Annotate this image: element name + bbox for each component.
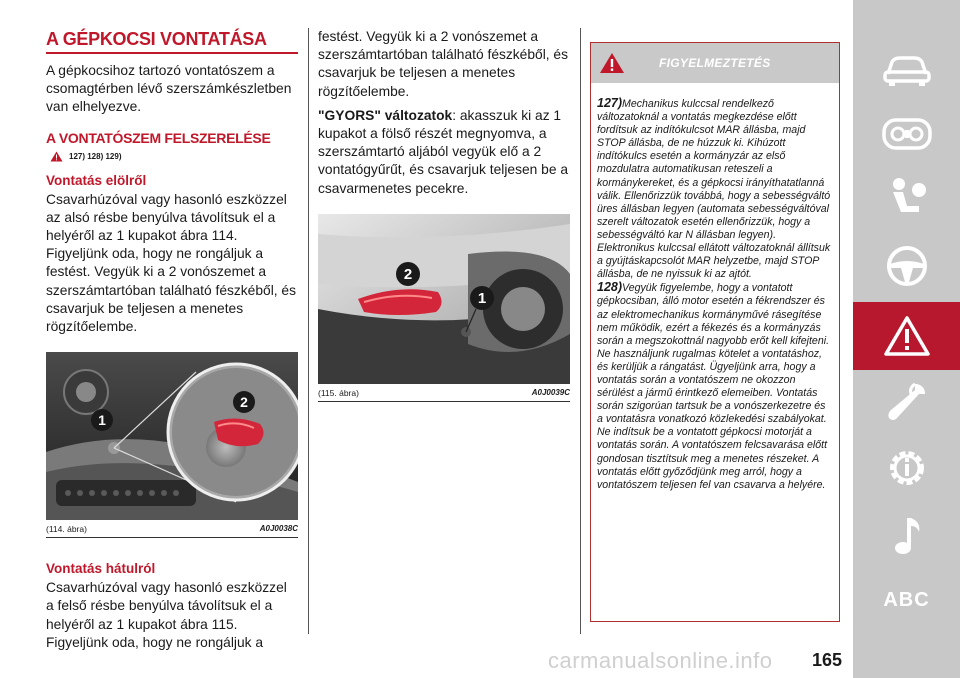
figure-114-caption-row xyxy=(46,520,298,537)
column-left xyxy=(46,28,298,652)
sidebar-item-technical-data[interactable] xyxy=(853,434,960,502)
rear-towing-text-continued: festést. Vegyük ki a 2 vonószemet a szerszámtartóban található fészkéből, és csavarjuk be teljesen a menetes rögzítőelembe. xyxy=(318,29,569,99)
sidebar-item-maintenance[interactable] xyxy=(853,368,960,436)
warning-header xyxy=(591,43,839,83)
rear-bumper-illustration xyxy=(318,214,570,384)
sidebar-index-label: ABC xyxy=(883,588,930,611)
warning-128 xyxy=(597,281,833,492)
wrench-icon xyxy=(885,380,929,424)
figure-114-code: A0J0038C xyxy=(259,524,298,534)
warning-title: FIGYELMEZTETÉS xyxy=(659,56,771,70)
dashboard-icon xyxy=(882,118,932,150)
warning-ref-numbers: 127) 128) 129) xyxy=(69,151,122,161)
front-towing-text: Csavarhúzóval vagy hasonló eszközzel az alsó résbe benyúlva távolítsuk el a helyéről az 1 kupakot ábra 114. Figyeljünk oda, hogy ne rongáljuk a festést. Vegyük ki a 2 vonószemet a szerszámtartóban található fészkéből, és csavarjuk be teljesen a menetes rögzítőelembe. xyxy=(46,191,297,335)
front-towing-heading: Vontatás elölről xyxy=(46,172,147,188)
callout-1: 1 xyxy=(98,412,106,429)
car-icon xyxy=(882,52,932,88)
section-title: A VONTATÓSZEM FELSZERELÉSE xyxy=(46,129,271,146)
warning-127-number: 127) xyxy=(597,96,623,110)
warning-body xyxy=(591,83,839,492)
column-divider-right xyxy=(580,28,581,634)
callout-2: 2 xyxy=(240,394,248,411)
sidebar-item-multimedia[interactable] xyxy=(853,502,960,570)
figure-115-caption-row xyxy=(318,384,570,401)
figure-115-code: A0J0039C xyxy=(531,387,570,397)
warning-icon xyxy=(50,151,63,162)
gyors-paragraph xyxy=(318,107,570,198)
figure-115-image xyxy=(318,214,570,384)
rear-towing-heading: Vontatás hátulról xyxy=(46,561,156,577)
sidebar-item-driving[interactable] xyxy=(853,232,960,300)
figure-114-image xyxy=(46,352,298,520)
warning-triangle-icon xyxy=(599,52,625,74)
sidebar-item-safety[interactable] xyxy=(853,164,960,232)
figure-115 xyxy=(318,214,570,402)
steering-wheel-icon xyxy=(885,244,929,288)
sidebar-item-dashboard[interactable] xyxy=(853,100,960,168)
warning-128-number: 128) xyxy=(597,280,623,295)
gear-info-icon xyxy=(884,445,930,491)
music-note-icon xyxy=(889,514,925,558)
rear-towing-text: Csavarhúzóval vagy hasonló eszközzel a felső résbe benyúlva távolítsuk el a helyéről az 1 kupakot ábra 115. Figyeljünk oda, hogy ne rongáljuk a xyxy=(46,580,287,650)
warning-refs xyxy=(50,151,298,162)
column-divider-left xyxy=(308,28,309,634)
gyors-label: "GYORS" változatok xyxy=(318,107,453,123)
warning-triangle-icon xyxy=(884,316,930,356)
page-title: A GÉPKOCSI VONTATÁSA xyxy=(46,28,298,54)
figure-114-caption: (114. ábra) xyxy=(46,524,87,535)
callout-2: 2 xyxy=(403,265,413,283)
callout-1: 1 xyxy=(477,289,487,307)
sidebar-item-index[interactable] xyxy=(853,566,960,634)
gyors-text: : akasszuk ki az 1 kupakot a fölső részét megnyomva, a szerszámtartó aljából vegyük elő a 2 vontatógyűrűt, és csavarjuk teljesen be a csavarmenetes pecekre. xyxy=(318,107,569,196)
chapter-sidebar xyxy=(853,0,960,678)
seat-occupant-icon xyxy=(885,176,929,220)
page-number: 165 xyxy=(812,650,843,670)
figure-114 xyxy=(46,352,298,538)
warning-128-text: Vegyük figyelembe, hogy a vontatott gépkocsiban, álló motor esetén a fékrendszer és az elektromechanikus kormányművé rásegítése nem működik, ezért a fékezés és a kormányzás során a megszokottnál nagyobb erőt kell kifejteni. Ne használjunk rugalmas kötelet a vontatáshoz, és kerüljük a rángatást. Ügyeljünk arra, hogy a vontatás során a vontatószem ne okozzon sérülést a jármű érintkező elemeiben. Vontatás során szigorúan tartsuk be a vonószerkezetre és a vontatásra vonatkozó közlekedési szabályokat. Ne indítsuk be a vontatott gépkocsi motorját a vontatás során. A vontatószem felcsavarása előtt gondosan tisztítsuk meg a menetes részeket. A vontatás előtt győződjünk meg arról, hogy a vontatószem teljesen fel van csavarva a helyére. xyxy=(597,282,830,491)
warning-box xyxy=(590,42,840,622)
intro-text: A gépkocsihoz tartozó vontatószem a csomagtérben lévő szerszámkészletben van elhelyezve. xyxy=(46,63,292,115)
front-bumper-illustration xyxy=(46,352,298,520)
watermark: carmanualsonline.info xyxy=(548,648,773,673)
warning-127-text: Mechanikus kulccsal rendelkező változatoknál a vontatás megkezdése előtt fordítsuk az indítókulcsot MAR állásba, majd STOP állásba, de ne húzzuk ki. Kihúzott indítókulcs esetén a kormányzár az első mozdulatra automatikusan reteszeli a kormánykereket, és a gépkocsi irányíthatatlanná válik. Ellenőrizzük továbbá, hogy a sebességváltó üres állásban legyen (automata sebességváltóval szerelt változatok esetén ellenőrizzük, hogy a sebességváltó kar N állásban legyen). Elektronikus kulccsal ellátott változatoknál állítsuk a gyújtáskapcsolót MAR helyzetbe, majd STOP állásba, de ne nyissuk ki az ajtót. xyxy=(597,98,831,281)
warning-127 xyxy=(597,97,833,281)
figure-115-caption: (115. ábra) xyxy=(318,387,359,398)
column-middle xyxy=(318,28,570,402)
sidebar-item-car[interactable] xyxy=(853,36,960,104)
sidebar-item-emergency[interactable] xyxy=(853,302,960,370)
